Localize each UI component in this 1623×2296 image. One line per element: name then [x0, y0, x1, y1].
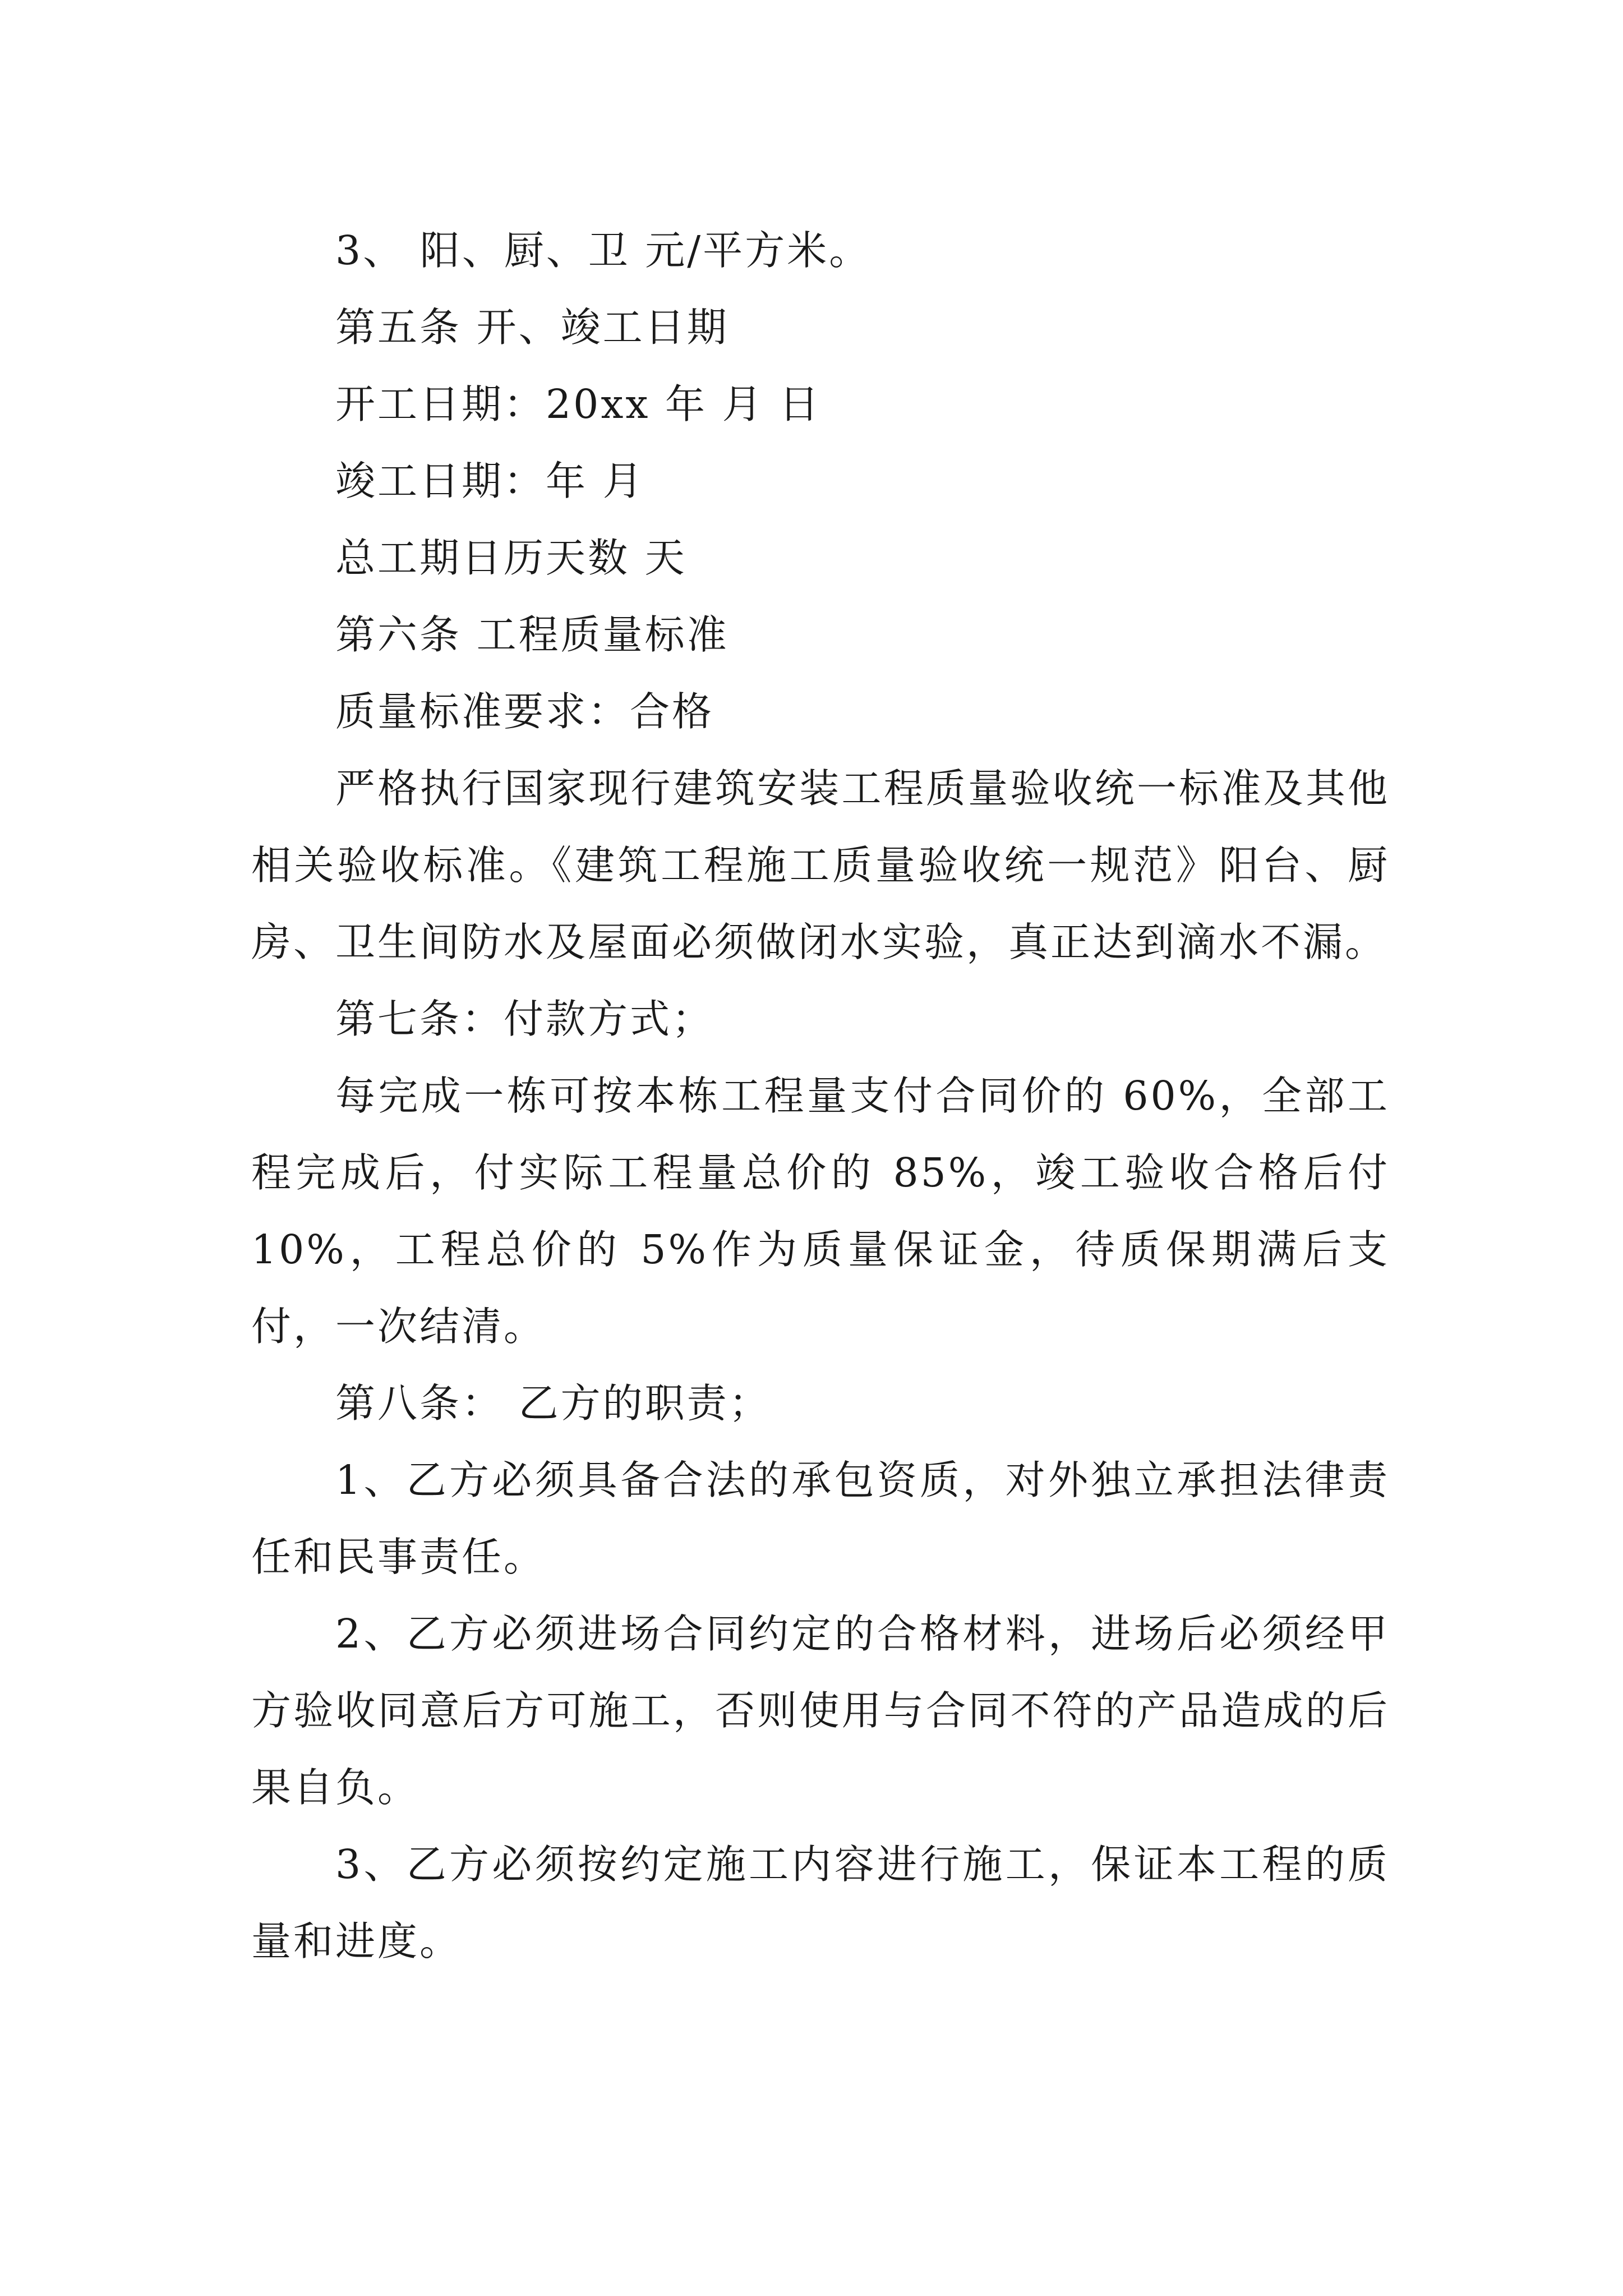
- total-duration: 总工期日历天数 天: [335, 535, 687, 581]
- duty-1-paragraph: 1、乙方必须具备合法的承包资质，对外独立承担法律责任和民事责任。: [251, 1457, 1390, 1580]
- duty-2-paragraph: 2、乙方必须进场合同约定的合格材料，进场后必须经甲方验收同意后方可施工，否则使用与合同不符的产品造成的后果自负。: [251, 1611, 1390, 1811]
- payment-terms-paragraph: 每完成一栋可按本栋工程量支付合同价的 60%，全部工程完成后，付实际工程量总价的 85%，竣工验收合格后付 10%，工程总价的 5%作为质量保证金，待质保期满后支付，一次结清。: [251, 1073, 1390, 1350]
- completion-date: 竣工日期：年 月: [335, 458, 645, 504]
- article-6-title: 第六条 工程质量标准: [335, 611, 729, 658]
- start-date: 开工日期：20xx 年 月 日: [335, 381, 822, 427]
- quality-requirement: 质量标准要求：合格: [335, 688, 714, 735]
- article-8-title: 第八条： 乙方的职责；: [335, 1380, 771, 1427]
- quality-standard-paragraph: 严格执行国家现行建筑安装工程质量验收统一标准及其他相关验收标准。《建筑工程施工质量验收统一规范》阳台、厨房、卫生间防水及屋面必须做闭水实验，真正达到滴水不漏。: [251, 765, 1390, 965]
- document-body: [251, 212, 1390, 1980]
- duty-3-paragraph: 3、乙方必须按约定施工内容进行施工，保证本工程的质量和进度。: [251, 1841, 1390, 1964]
- clause-kitchen-bath-price: 3、 阳、厨、卫 元/平方米。: [335, 227, 872, 274]
- article-7-title: 第七条：付款方式；: [335, 996, 714, 1042]
- article-5-title: 第五条 开、竣工日期: [335, 304, 729, 351]
